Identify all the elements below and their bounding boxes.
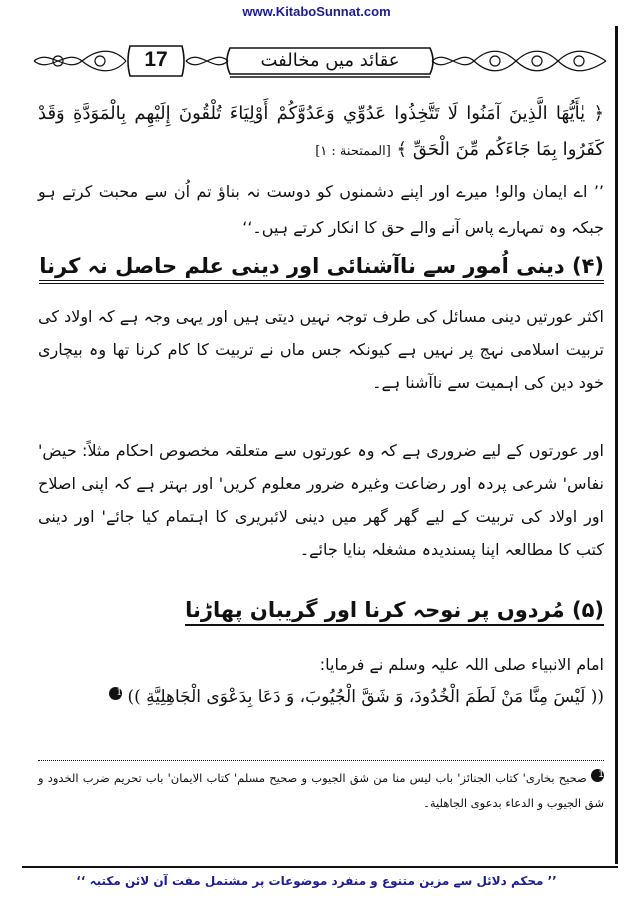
bottom-rule [22, 866, 618, 868]
quran-verse [38, 96, 604, 170]
running-header [30, 40, 610, 82]
footnote [38, 766, 604, 816]
verse-text: ﴿ يٰأَيُّهَا الَّذِينَ آمَنُوا لَا تَتَّخِذُوا عَدُوِّي وَعَدُوَّكُمْ أَوْلِيَاءَ تُلْقُونَ إِلَيْهِم بِالْمَوَدَّةِ وَقَدْ كَفَرُوا بِمَا جَاءَكُم مِّنَ الْحَقِّ ﴾ [38, 103, 604, 160]
running-title: عقائد میں مخالفت [260, 50, 400, 71]
hadith-text [38, 680, 604, 714]
section-4-heading-text: (۴) دینی اُمور سے ناآشنائی اور دینی علم حاصل نہ کرنا [39, 254, 604, 284]
verse-translation: ’’ اے ایمان والو! میرے اور اپنے دشمنوں کو دوست نہ بناؤ تم اُن سے محبت کرتے ہو جبکہ وہ تمہارے پاس آنے والے حق کا انکار کرتے ہیں۔‘‘ [38, 182, 604, 237]
hadith-arabic: (( لَيْسَ مِنَّا مَنْ لَطَمَ الْخُدُودَ، وَ شَقَّ الْجُيُوبَ، وَ دَعَا بِدَعْوَى الْجَاهِلِيَّةِ )) [127, 687, 604, 707]
footnote-text: صحیح بخاری' کتاب الجنائز' باب لیس منا من شق الجیوب و صحیح مسلم' کتاب الایمان' باب تحریم ضرب الخدود و شق الجیوب و الدعاء بدعوی الجاهلیة۔ [38, 771, 604, 810]
hadith-intro: امام الانبیاء صلی اللہ علیہ وسلم نے فرمایا: [319, 655, 604, 674]
section-4-heading [38, 254, 604, 284]
page-number: 17 [144, 48, 168, 71]
footnote-reference-marker[interactable]: 1 [109, 687, 122, 700]
footnote-marker: 1 [591, 769, 604, 782]
section-5-heading-text: (۵) مُردوں پر نوحہ کرنا اور گریبان پھاڑنا [185, 598, 604, 626]
section-4-paragraph-2: اور عورتوں کے لیے ضروری ہے کہ وہ عورتوں سے متعلقہ مخصوص احکام مثلاً: حیض' نفاس' شرعی پردہ اور رضاعت وغیرہ ضرور معلوم کریں' اور بہتر ہے کہ اپنی اصلاح اور اولاد کی تربیت کے لیے گھر گھر میں دینی لائبریری کا اہتمام کیا جائے' اور دینی کتب کا مطالعہ اپنا پسندیدہ مشغلہ بنایا جائے۔ [38, 441, 604, 559]
page-frame [24, 26, 618, 864]
site-url[interactable]: www.KitaboSunnat.com [242, 4, 391, 19]
verse-reference: [الممتحنة : ١] [315, 144, 391, 159]
bottom-tagline: ’’ محکم دلائل سے مزین متنوع و منفرد موضوعات پر مشتمل مفت آن لائن مکتبہ ‘‘ [76, 874, 557, 888]
section-5-heading [38, 598, 604, 626]
footnote-divider [38, 760, 604, 761]
section-4-paragraph-1: اکثر عورتیں دینی مسائل کی طرف توجہ نہیں دیتی ہیں اور یہی وجہ ہے کہ اولاد کی تربیت اسلامی نہج پر نہیں ہے کیونکہ جس ماں نے تربیت کا کام کرنا تھا وہ بیچاری خود دین کی اہمیت سے ناآشنا ہے۔ [38, 307, 604, 392]
